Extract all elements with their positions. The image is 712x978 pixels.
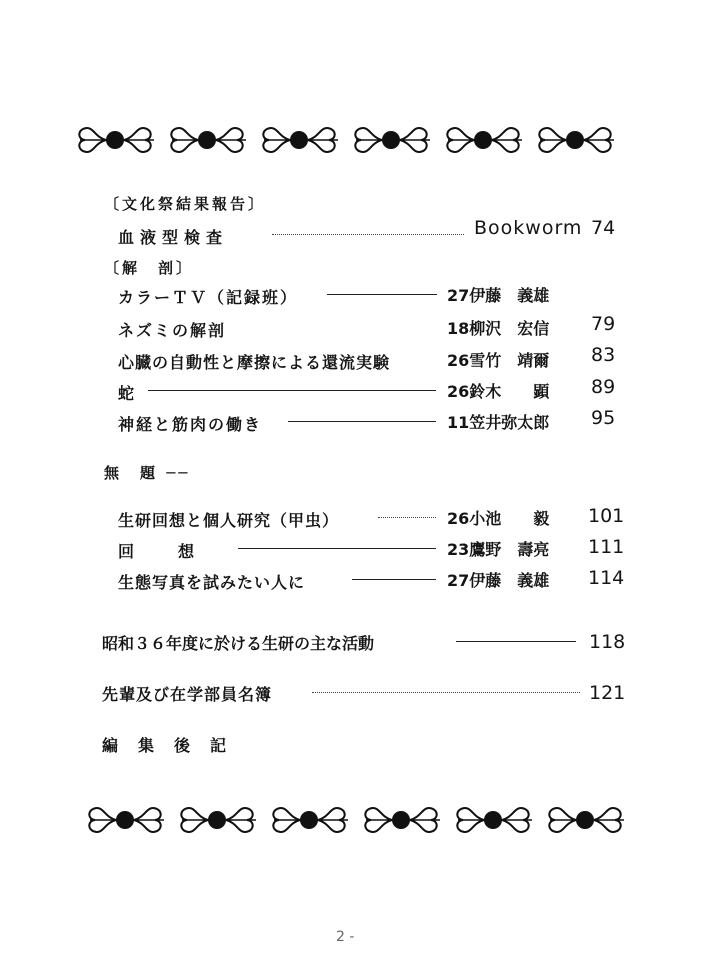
toc-entry-author: 27伊藤 義雄: [447, 286, 550, 305]
toc-entry-author: 27伊藤 義雄: [447, 571, 550, 590]
ornament-motif: [365, 808, 440, 832]
ornament-dot: [392, 811, 410, 829]
toc-entry-page: 74: [591, 217, 616, 239]
toc-entry-title: 先輩及び在学部員名簿: [102, 685, 273, 704]
toc-entry-page: 111: [588, 536, 625, 558]
ornament-dot: [566, 131, 584, 149]
solid-leader: [238, 548, 436, 549]
toc-entry-page: 121: [589, 682, 626, 704]
section-heading-untitled: 無 題 ──: [104, 464, 191, 482]
toc-entry-page: 89: [591, 376, 616, 398]
toc-entry-page: 114: [588, 567, 625, 589]
solid-leader: [288, 421, 436, 422]
toc-entry-title: 生研回想と個人研究（甲虫）: [118, 511, 340, 530]
ornament-motif: [549, 808, 624, 832]
solid-leader: [352, 579, 436, 580]
bottom-ornamental-border: [0, 790, 712, 850]
ornament-dot: [198, 131, 216, 149]
section-heading-dissection: 〔解 剖〕: [104, 259, 195, 277]
dotted-leader: [378, 517, 436, 518]
ornament-dot: [576, 811, 594, 829]
toc-entry-title: 生態写真を試みたい人に: [118, 573, 306, 592]
toc-entry-title: 編 集 後 記: [102, 736, 229, 755]
ornament-motif: [457, 808, 532, 832]
ornament-motif: [79, 128, 154, 152]
toc-entry-page: 83: [591, 344, 616, 366]
ornament-dot: [116, 811, 134, 829]
ornament-motif: [263, 128, 338, 152]
ornament-dot: [474, 131, 492, 149]
ornament-dot: [106, 131, 124, 149]
ornament-dot: [484, 811, 502, 829]
toc-entry-title: 回 想: [118, 542, 199, 561]
page-number-footer: 2 -: [336, 929, 355, 945]
solid-leader: [148, 390, 436, 391]
toc-entry-title: ネズミの解剖: [118, 321, 227, 340]
toc-entry-title: 昭和３６年度に於ける生研の主な活動: [102, 634, 375, 653]
ornament-motif: [273, 808, 348, 832]
solid-leader: [456, 641, 576, 642]
toc-entry-author: 18柳沢 宏信: [447, 319, 550, 338]
toc-entry-title: 心臓の自動性と摩擦による還流実験: [118, 353, 391, 372]
toc-entry-title: 蛇: [118, 384, 135, 403]
toc-entry-author: 26鈴木 顕: [447, 382, 550, 401]
toc-entry-title: カラーＴＶ（記録班）: [118, 288, 299, 307]
ornament-dot: [208, 811, 226, 829]
ornament-motif: [89, 808, 164, 832]
top-ornamental-border: [0, 110, 712, 170]
ornament-dot: [382, 131, 400, 149]
toc-entry-page: 101: [588, 505, 625, 527]
toc-entry-title: 血液型検査: [118, 228, 229, 247]
toc-entry-author: 26雪竹 靖爾: [447, 351, 550, 370]
ornament-dot: [290, 131, 308, 149]
toc-entry-author: 26小池 毅: [447, 509, 550, 528]
ornament-motif: [171, 128, 246, 152]
ornament-motif: [181, 808, 256, 832]
ornament-motif: [447, 128, 522, 152]
ornament-motif: [539, 128, 614, 152]
dotted-leader: [272, 234, 464, 235]
toc-entry-page: 95: [591, 407, 616, 429]
ornament-dot: [300, 811, 318, 829]
section-heading-cultural-festival: 〔文化祭結果報告〕: [104, 195, 267, 213]
toc-entry-page: 79: [591, 313, 616, 335]
toc-entry-author: Bookworm: [474, 217, 583, 239]
toc-entry-page: 118: [589, 631, 626, 653]
toc-entry-author: 23鷹野 壽亮: [447, 540, 550, 559]
solid-leader: [327, 294, 437, 295]
toc-entry-title: 神経と筋肉の働き: [118, 415, 263, 434]
dotted-leader: [312, 692, 580, 693]
ornament-motif: [355, 128, 430, 152]
toc-entry-author: 11笠井弥太郎: [447, 413, 550, 432]
